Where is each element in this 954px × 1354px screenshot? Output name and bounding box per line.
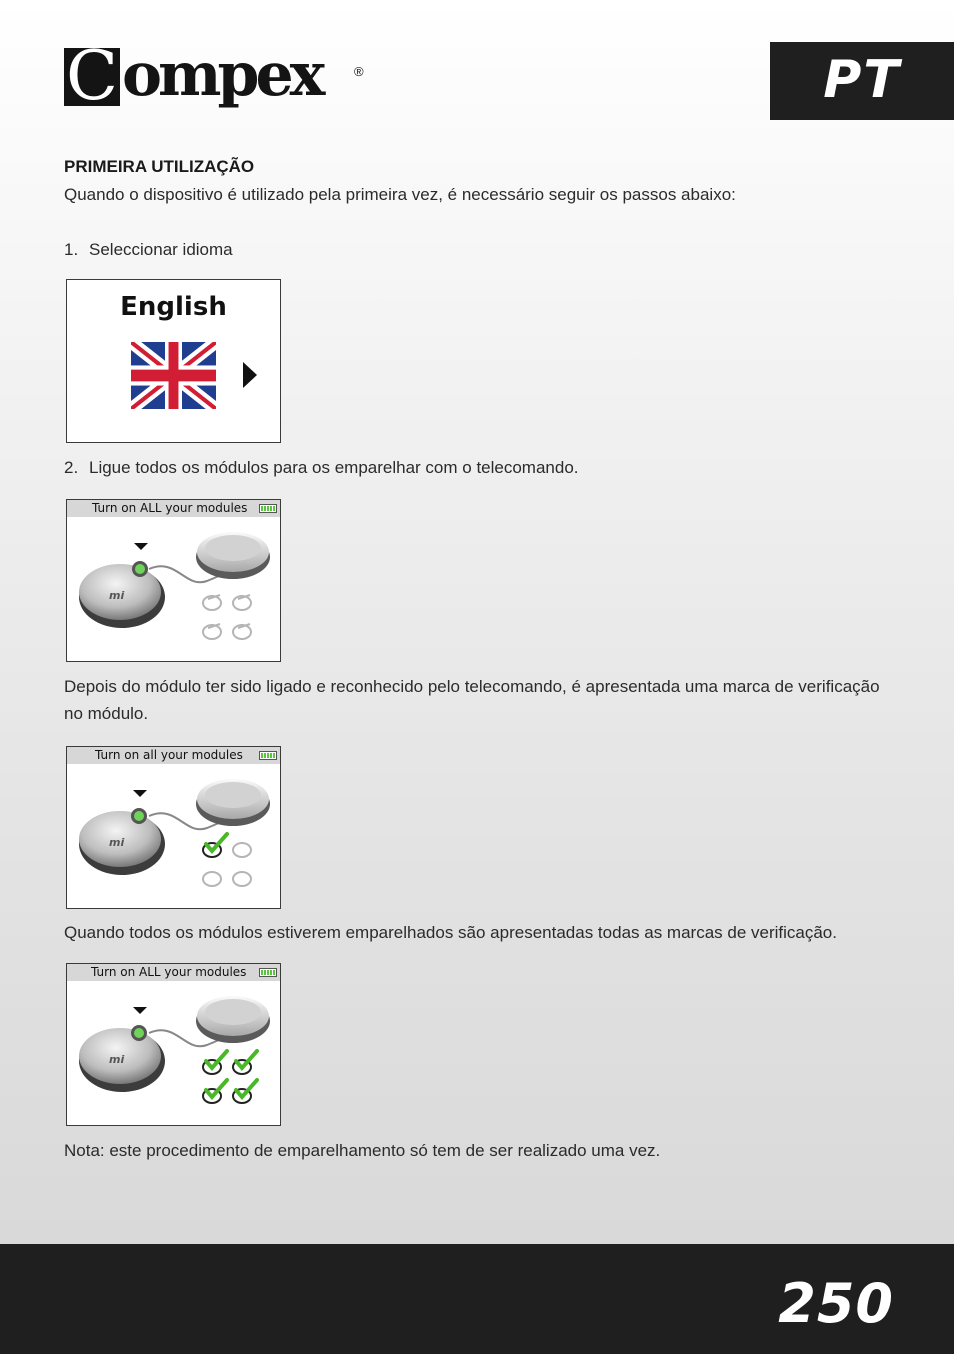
language-tab [770, 42, 954, 120]
logo-wordmark: ompex [122, 40, 322, 110]
registered-mark: ® [354, 64, 364, 79]
step-2-number: 2. [64, 458, 79, 477]
compex-logo [64, 40, 374, 118]
step-1-text: Seleccionar idioma [89, 240, 233, 259]
footer-band [0, 1244, 954, 1354]
step-1 [64, 236, 233, 263]
language-screen [66, 279, 281, 443]
step-1-number: 1. [64, 240, 79, 259]
language-code: PT [823, 50, 901, 110]
status-bar [67, 964, 280, 981]
status-bar-text: Turn on ALL your modules [91, 965, 247, 979]
pointer-triangle-icon [134, 543, 148, 550]
step-2 [64, 454, 579, 481]
after-first-module-text: Depois do módulo ter sido ligado e reconhecido pelo telecomando, é apresentada uma marca de verificação no módulo. [64, 677, 880, 723]
uk-flag-icon [131, 342, 216, 409]
svg-text:mi: mi [109, 836, 125, 849]
remote-and-module-illustration [67, 517, 280, 661]
battery-icon [259, 504, 277, 513]
svg-text:mi: mi [109, 589, 125, 602]
section-heading: PRIMEIRA UTILIZAÇÃO [64, 157, 255, 176]
status-bar-text: Turn on ALL your modules [92, 501, 248, 515]
intro-text: Quando o dispositivo é utilizado pela primeira vez, é necessário seguir os passos abaixo: [64, 185, 736, 204]
status-bar-text: Turn on all your modules [95, 748, 243, 762]
all-paired-text: Quando todos os módulos estiverem emparelhados são apresentadas todas as marcas de verificação. [64, 923, 837, 942]
svg-text:mi: mi [109, 1053, 125, 1066]
battery-icon [259, 751, 277, 760]
pointer-triangle-icon [133, 1007, 147, 1014]
language-label: English [120, 292, 227, 322]
note-text: Nota: este procedimento de emparelhamento só tem de ser realizado uma vez. [64, 1141, 661, 1160]
page-number: 250 [778, 1272, 894, 1335]
status-bar [67, 500, 280, 517]
pairing-screen-2 [66, 746, 281, 909]
pointer-triangle-icon [133, 790, 147, 797]
step-2-text: Ligue todos os módulos para os emparelhar com o telecomando. [89, 458, 579, 477]
remote-and-module-illustration [67, 981, 280, 1125]
module-slot-icons [203, 595, 251, 639]
pairing-screen-3 [66, 963, 281, 1126]
pairing-screen-1 [66, 499, 281, 662]
logo-initial: C [65, 48, 119, 106]
remote-and-module-illustration [67, 764, 280, 908]
status-bar [67, 747, 280, 764]
arrow-right-icon [243, 362, 257, 388]
battery-icon [259, 968, 277, 977]
